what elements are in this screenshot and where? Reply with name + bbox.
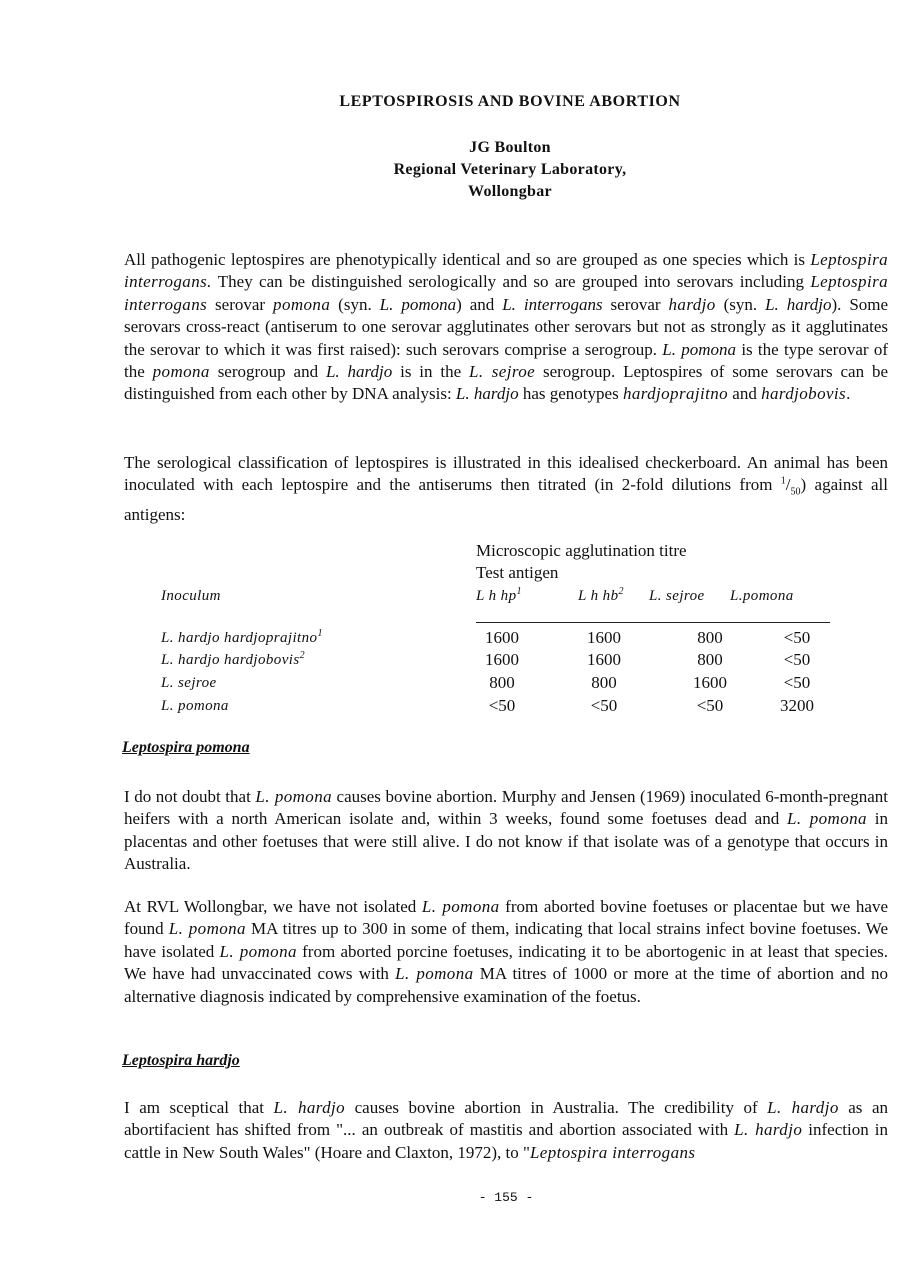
column-header-lhhb: L h $hb^2$ [578, 586, 624, 604]
table-row [0, 650, 900, 672]
paragraph-hardjo: I am sceptical that L. hardjo causes bovine abortion in Australia. The credibility of L. hardjo as an abortifacient has shifted from "... an outbreak of mastitis and abortion associated with L. hardjo infection in cattle in New South Wales" (Hoare and Claxton, 1972), to "Leptospira interrogans [124, 1098, 888, 1162]
cell-value: 3200 [780, 696, 814, 715]
author-location: Wollongbar [468, 183, 552, 200]
cell-value: 800 [591, 673, 617, 692]
cell-value: 1600 [587, 650, 621, 669]
cell-value: 800 [489, 673, 515, 692]
column-header-sejroe: L. sejroe [649, 588, 705, 604]
cell-value: <50 [783, 650, 811, 669]
cell-value: 1600 [693, 673, 727, 692]
row-label: L. hardjo hardjoprajitno$^1$ [161, 628, 323, 646]
author-name: JG Boulton [469, 139, 551, 156]
paragraph-pomona-1: I do not doubt that L. pomona causes bovine abortion. Murphy and Jensen (1969) inoculated 6-month-pregnant heifers with a north American isolate and, within 3 weeks, found some foetuses dead and L. pomona in placentas and other foetuses that were still alive. I do not know if that isolate was of a genotype that occurs in Australia. [124, 787, 888, 874]
paragraph-intro: All pathogenic leptospires are phenotypically identical and so are grouped as one species which is Leptospira interrogans. They can be distinguished serologically and so are grouped into serovars including Leptospira interrogans serovar pomona (syn. L. pomona) and L. interrogans serovar hardjo (syn. L. hardjo). Some serovars cross-react (antiserum to one serovar agglutinates other serovars but not as strongly as it agglutinates the serovar to which it was first raised): such serovars comprise a serogroup. L. pomona is the type serovar of the pomona serogroup and L. hardjo is in the L. sejroe serogroup. Leptospires of some serovars can be distinguished from each other by DNA analysis: L. hardjo has genotypes hardjoprajitno and hardjobovis. [124, 250, 889, 404]
row-label: L. hardjo hardjobovis$^2$ [161, 650, 305, 668]
table-row [0, 696, 900, 718]
column-header-lhhp: L h $hp^1$ [476, 586, 522, 604]
cell-value: <50 [696, 696, 724, 715]
document-title: LEPTOSPIROSIS AND BOVINE ABORTION [339, 93, 681, 110]
paragraph-checkerboard: The serological classification of leptospires is illustrated in this idealised checkerboard. An animal has been inoculated with each leptospire and the antiserums then titrated (in 2-fold dilutions from $^1/_{50}$) against all antigens: [124, 453, 888, 525]
table-row [0, 673, 900, 695]
author-affiliation: Regional Veterinary Laboratory, [393, 161, 627, 178]
cell-value: <50 [488, 696, 516, 715]
column-header-pomona: L.pomona [730, 588, 794, 604]
row-label: L. pomona [161, 698, 229, 714]
cell-value: <50 [783, 628, 811, 647]
section-heading-hardjo: Leptospira hardjo [122, 1052, 240, 1069]
table-caption-title: Microscopic agglutination titre [476, 541, 687, 560]
table-caption-subtitle: Test antigen [476, 563, 559, 582]
cell-value: 800 [697, 628, 723, 647]
page-number: - 155 - [478, 1190, 534, 1205]
paragraph-pomona-2: At RVL Wollongbar, we have not isolated L. pomona from aborted bovine foetuses or placentae but we have found L. pomona MA titres up to 300 in some of them, indicating that local strains infect bovine foetuses. We have isolated L. pomona from aborted porcine foetuses, indicating it to be abortogenic in at least that species. We have had unvaccinated cows with L. pomona MA titres of 1000 or more at the time of abortion and no alternative diagnosis indicated by comprehensive examination of the foetus. [124, 897, 889, 1006]
table-caption [476, 540, 687, 584]
table-row [0, 628, 900, 650]
cell-value: <50 [590, 696, 618, 715]
author-block [0, 137, 900, 203]
cell-value: 1600 [485, 650, 519, 669]
column-header-inoculum: Inoculum [161, 588, 221, 604]
cell-value: <50 [783, 673, 811, 692]
row-label: L. sejroe [161, 675, 217, 691]
table-rule [476, 622, 830, 623]
section-heading-pomona: Leptospira pomona [122, 739, 250, 756]
cell-value: 1600 [485, 628, 519, 647]
cell-value: 1600 [587, 628, 621, 647]
cell-value: 800 [697, 650, 723, 669]
